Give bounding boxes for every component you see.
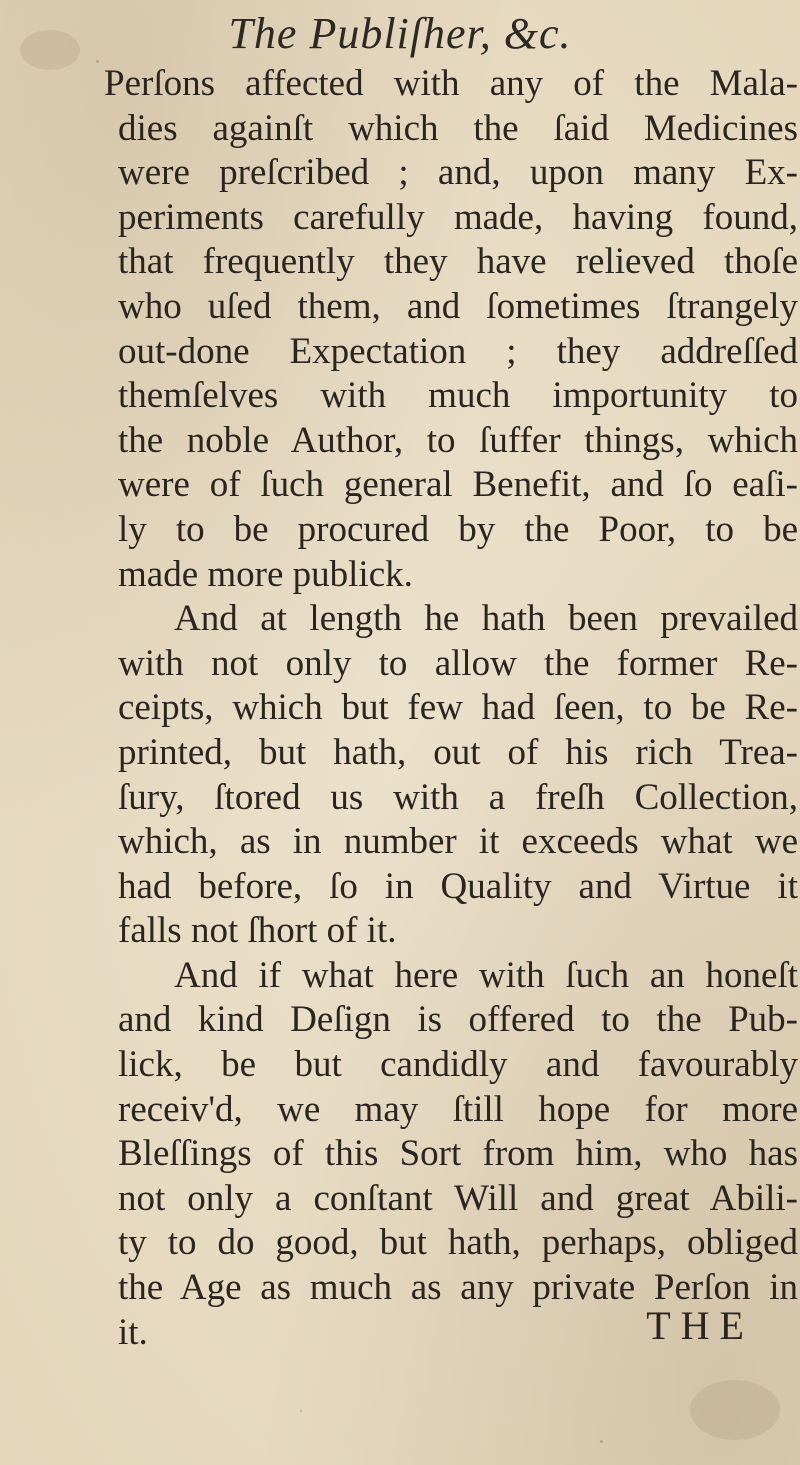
text-line: lick, be but candidly and favourably [118,1044,798,1086]
text-line: had before, ſo in Quality and Virtue it [118,865,798,907]
text-line: which, as in number it exceeds what we [118,821,798,863]
text-line: who uſed them, and ſometimes ſtrangely [118,285,798,327]
text-line: printed, but hath, out of his rich Trea- [118,731,798,773]
paper-stain [690,1380,780,1440]
text-line: out-done Expectation ; they addreſſed [118,330,798,372]
text-line: and kind Deſign is offered to the Pub- [118,999,798,1041]
text-line: were preſcribed ; and, upon many Ex- [118,152,798,194]
text-line: not only a conſtant Will and great Abili- [118,1177,798,1219]
text-line: receiv'd, we may ſtill hope for more [118,1088,798,1130]
text-line: with not only to allow the former Re- [118,642,798,684]
text-line: made more publick. [118,553,413,595]
text-line: periments carefully made, having found, [118,196,798,238]
text-line: ſury, ſtored us with a freſh Collection, [118,776,798,818]
text-line: ceipts, which but few had ſeen, to be Re- [118,687,798,729]
text-line: dies againſt which the ſaid Medicines [118,107,798,149]
paper-speck [96,60,99,63]
text-line: the Age as much as any private Perſon in [118,1267,798,1309]
text-line: ty to do good, but hath, perhaps, obliged [118,1222,798,1264]
running-head: The Publiſher, &c. [228,9,572,58]
text-line: it. [118,1311,148,1353]
text-line: that frequently they have relieved thoſe [118,241,798,283]
text-line: And if what here with ſuch an honeſt [174,954,798,996]
text-line: themſelves with much importunity to [118,375,798,417]
text-line: were of ſuch general Benefit, and ſo eaſi- [118,464,798,506]
text-line: Bleſſings of this Sort from him, who has [118,1133,798,1175]
text-line: ly to be procured by the Poor, to be [118,508,798,550]
text-line: falls not ſhort of it. [118,910,397,952]
paper-speck [600,1440,603,1443]
text-line: the noble Author, to ſuffer things, which [118,419,798,461]
text-line: And at length he hath been prevailed [174,598,798,640]
paper-speck [300,1410,302,1412]
body-text [104,62,798,1355]
catchword: THE [646,1303,754,1348]
text-line: Perſons affected with any of the Mala- [104,63,798,104]
